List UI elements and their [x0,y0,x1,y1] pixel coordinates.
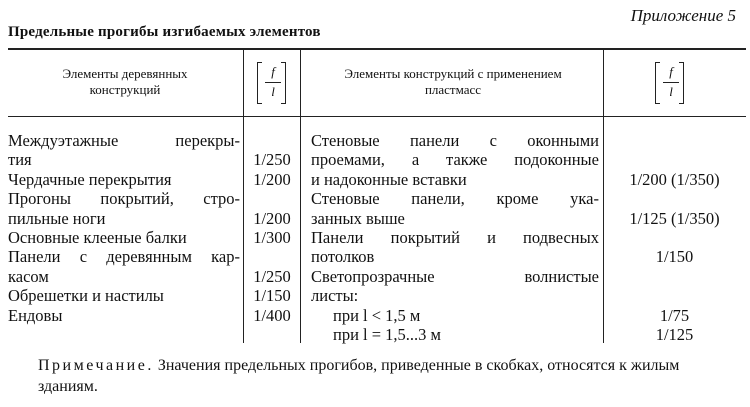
wood-row-value: 1/150 [253,286,291,306]
wood-row-text: пильные ноги [8,208,106,228]
appendix-label: Приложение 5 [630,6,736,25]
header-plastic-elements: Элементы конструкций с применением пластмасс [344,66,562,97]
plastic-row-value: 1/75 [659,305,690,325]
column-divider-3 [603,48,604,343]
table-title: Предельные прогибы изгибаемых элементов [8,24,321,40]
plastic-row-text: и надоконные вставки [311,169,467,189]
fraction-numerator: f [669,64,673,79]
wood-row-text: Междуэтажные перекры- [8,131,240,150]
plastic-row-value: 1/150 [655,247,694,267]
note-label: Примечание. [38,357,154,374]
fraction-numerator: f [271,64,275,79]
wood-row-value: 1/200 [253,169,291,189]
plastic-row-text: проемами, а также подоконные [311,150,599,170]
table-top-rule [8,48,746,50]
wood-row-text: Чердачные перекрытия [8,169,172,189]
plastic-row-value: 1/125 [655,325,694,344]
plastic-row-text: листы: [311,286,359,306]
wood-row-value: 1/300 [253,228,291,247]
note [38,355,738,397]
plastic-row-text: Стеновые панели с оконными [311,131,599,150]
plastic-row-value: 1/125 (1/350) [629,208,720,228]
wood-row-value: 1/400 [253,305,291,325]
wood-row-text: Обрешетки и настилы [8,286,164,306]
fraction-denominator: l [669,84,673,99]
wood-row-text: Панели с деревянным кар- [8,247,240,267]
wood-row-value: 1/250 [253,150,291,170]
wood-row-text: касом [8,266,49,286]
wood-row-value: 1/200 [253,208,291,228]
column-divider-2 [300,48,301,343]
plastic-row-value: 1/200 (1/350) [629,169,720,189]
plastic-row-text: при l = 1,5...3 м [333,325,441,344]
wood-row-text: тия [8,150,32,170]
header-wood-elements: Элементы деревянных конструкций [62,66,188,97]
wood-row-text: Прогоны покрытий, стро- [8,189,240,209]
plastic-row-text: занных выше [311,208,405,228]
plastic-row-text: при l < 1,5 м [333,305,421,325]
plastic-row-text: Стеновые панели, кроме ука- [311,189,599,209]
plastic-row-text: Светопрозрачные волнистые [311,266,599,286]
wood-row-text: Основные клееные балки [8,228,187,247]
note-text: Значения предельных прогибов, приведенные в скобках, относятся к жилым зданиям. [38,357,680,395]
wood-row-text: Ендовы [8,305,63,325]
fraction-denominator: l [271,84,275,99]
header-bottom-rule [8,116,746,117]
plastic-row-text: потолков [311,247,375,267]
plastic-row-text: Панели покрытий и подвесных [311,228,599,247]
wood-row-value: 1/250 [253,266,291,286]
